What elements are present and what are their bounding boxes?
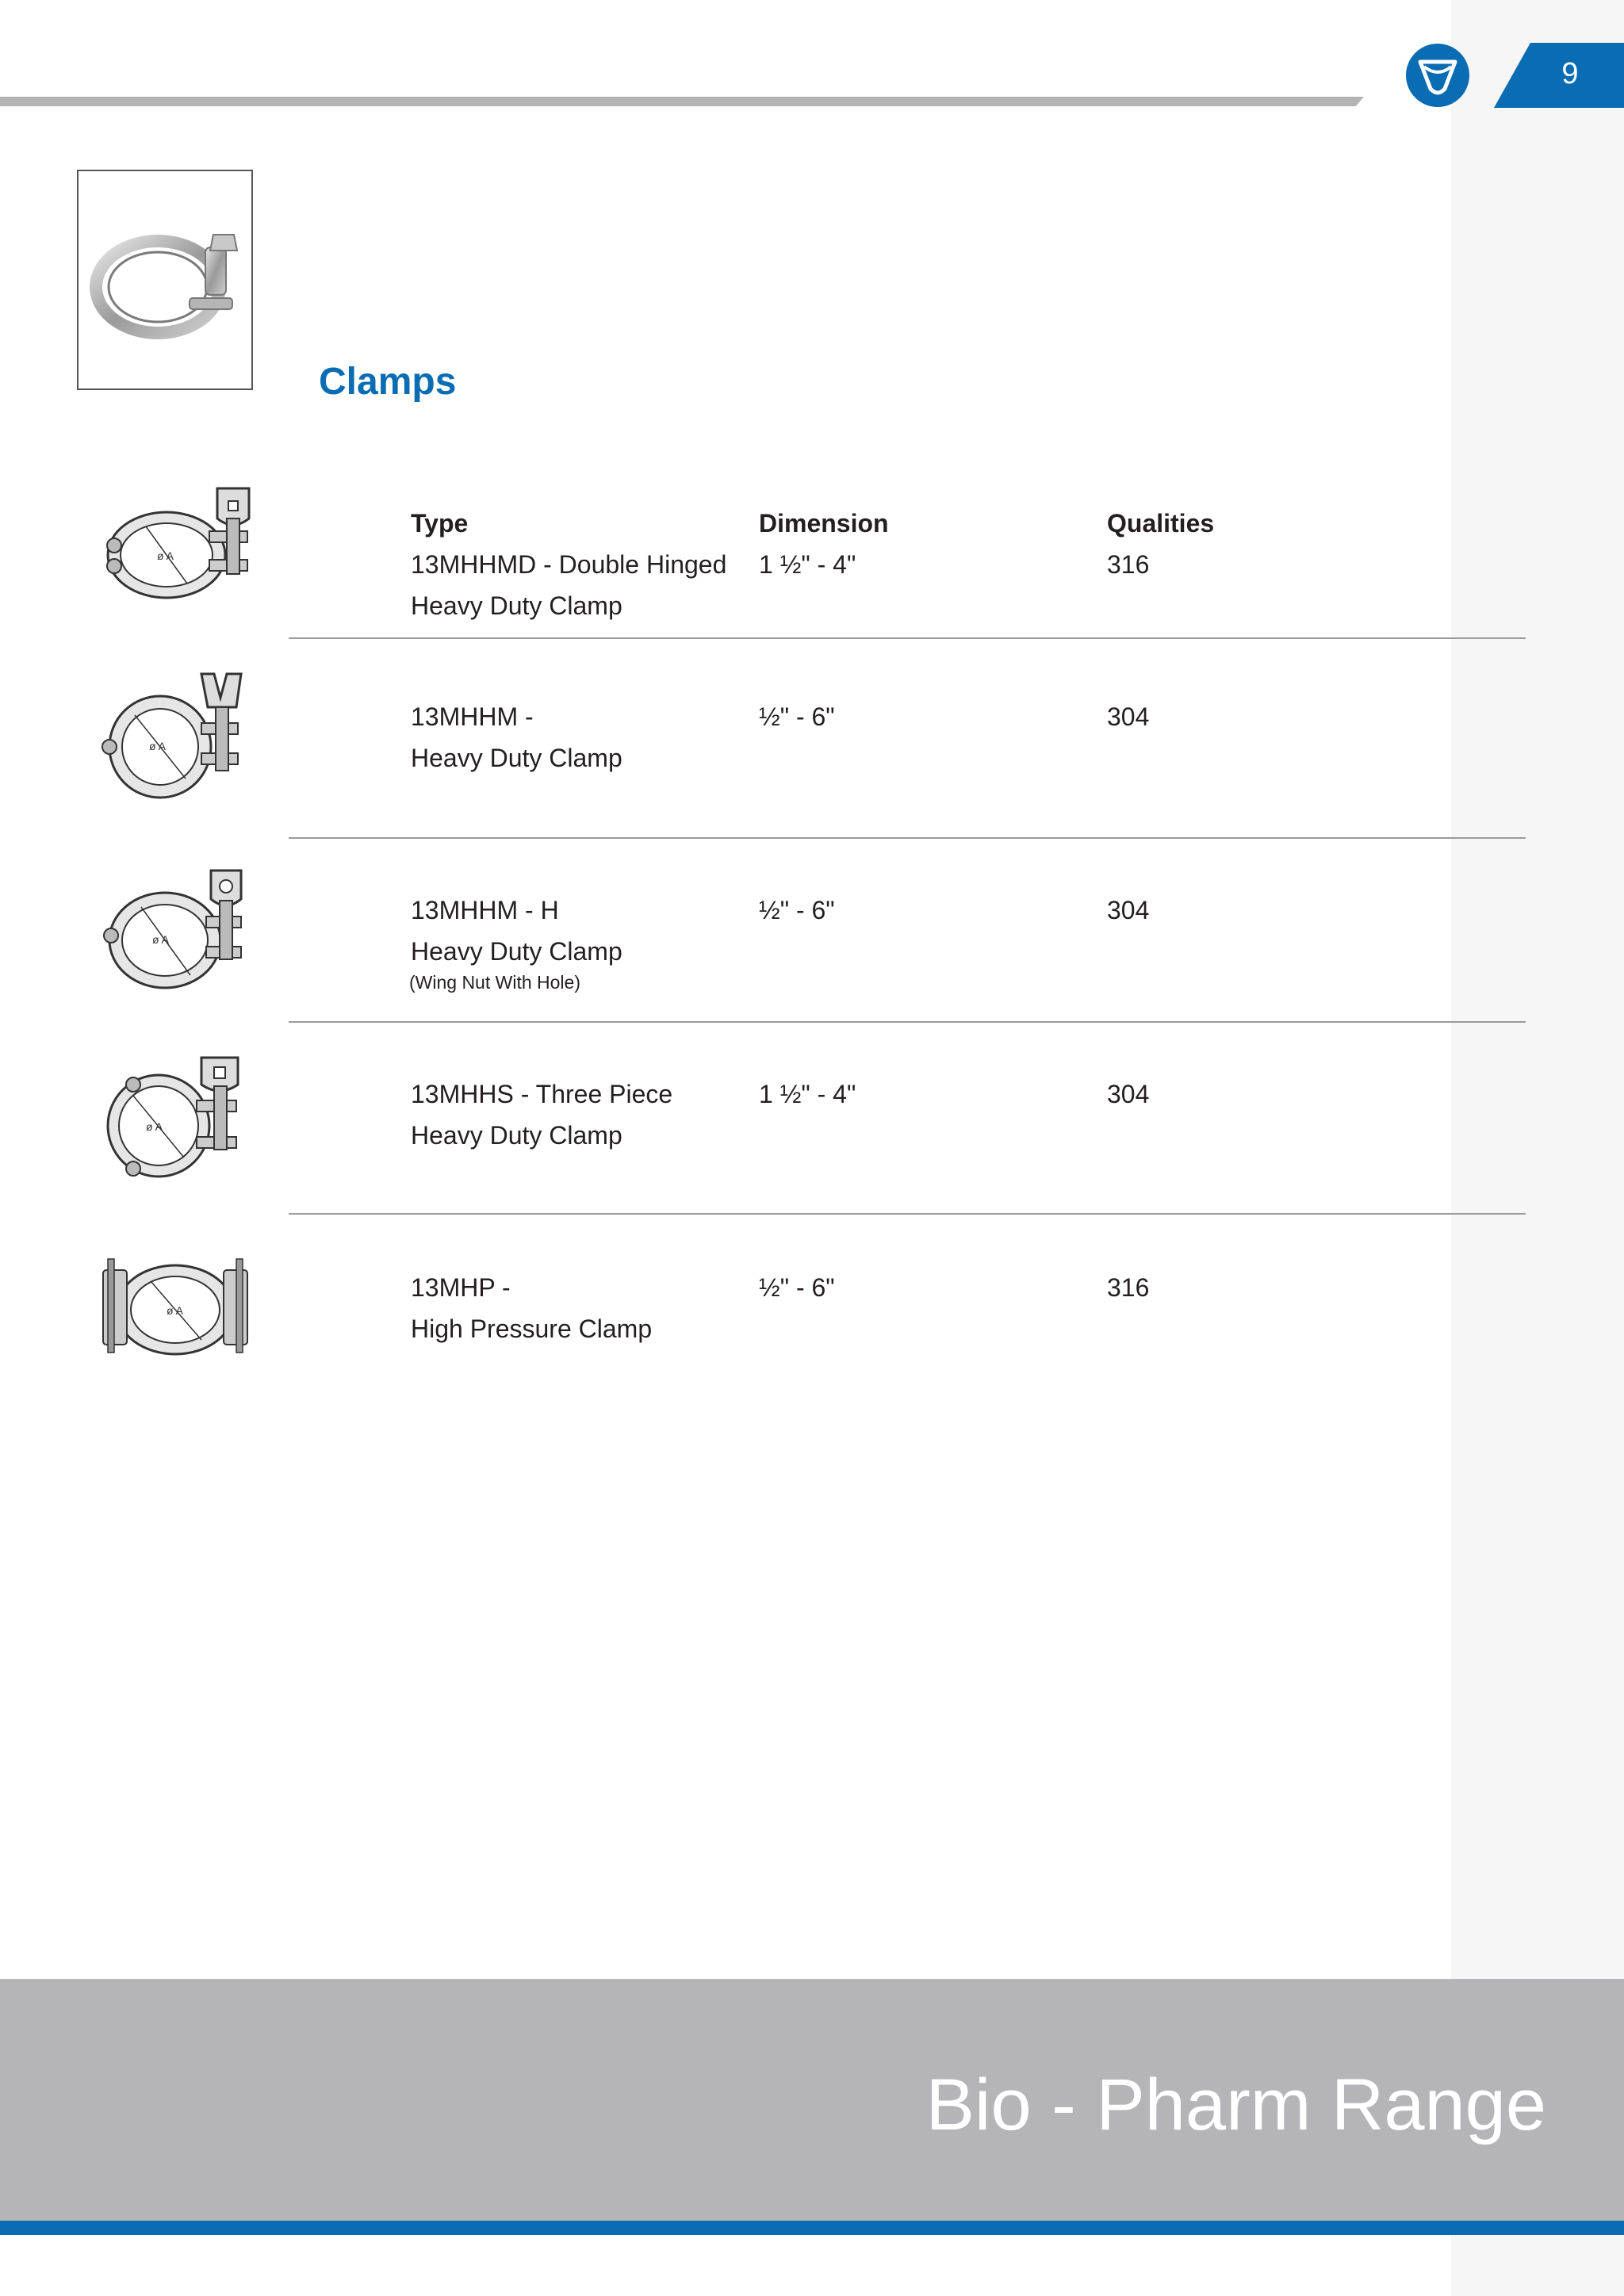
footer-accent-line bbox=[0, 2221, 1624, 2235]
header-rule bbox=[0, 97, 1364, 106]
row-divider bbox=[289, 1021, 1526, 1023]
row5-dimension: ½" - 6" bbox=[759, 1273, 835, 1302]
header-dimension: Dimension bbox=[759, 509, 889, 538]
page-right-shade bbox=[1451, 0, 1624, 2296]
high-pressure-clamp-icon bbox=[100, 1254, 251, 1357]
row4-type-line2: Heavy Duty Clamp bbox=[411, 1121, 622, 1150]
row4-type-line1: 13MHHS - Three Piece bbox=[411, 1080, 673, 1108]
row3-quality: 304 bbox=[1107, 896, 1150, 924]
three-piece-clamp-icon bbox=[98, 1054, 246, 1181]
row3-dimension: ½" - 6" bbox=[759, 896, 835, 924]
row2-dimension: ½" - 6" bbox=[759, 702, 835, 731]
brand-logo-icon bbox=[1405, 43, 1470, 108]
clamp-photo-icon bbox=[79, 171, 251, 388]
row4-dimension: 1 ½" - 4" bbox=[759, 1080, 856, 1108]
wing-nut-hole-clamp-icon bbox=[98, 867, 249, 994]
diameter-label: ø A bbox=[157, 549, 174, 562]
row5-type-line1: 13MHP - bbox=[411, 1273, 511, 1302]
header-qualities: Qualities bbox=[1107, 509, 1215, 538]
row2-type-line1: 13MHHM - bbox=[411, 702, 534, 731]
row2-quality: 304 bbox=[1107, 702, 1150, 731]
diameter-label: ø A bbox=[149, 740, 167, 752]
row5-type-line2: High Pressure Clamp bbox=[411, 1314, 653, 1343]
section-title: Clamps bbox=[319, 361, 457, 403]
row4-quality: 304 bbox=[1107, 1080, 1150, 1108]
row1-type-line1: 13MHHMD - Double Hinged bbox=[411, 550, 727, 579]
row1-type-line2: Heavy Duty Clamp bbox=[411, 591, 622, 620]
row2-type-line2: Heavy Duty Clamp bbox=[411, 744, 622, 772]
row-divider bbox=[289, 837, 1526, 839]
diameter-label: ø A bbox=[146, 1120, 163, 1133]
diameter-label: ø A bbox=[167, 1304, 184, 1317]
row-divider bbox=[289, 637, 1526, 639]
row3-note: (Wing Nut With Hole) bbox=[409, 972, 580, 993]
row1-dimension: 1 ½" - 4" bbox=[759, 550, 856, 579]
row3-type-line2: Heavy Duty Clamp bbox=[411, 937, 622, 966]
header-type: Type bbox=[411, 509, 469, 538]
footer-title: Bio - Pharm Range bbox=[925, 2064, 1546, 2145]
row5-quality: 316 bbox=[1107, 1273, 1150, 1302]
row3-type-line1: 13MHHM - H bbox=[411, 896, 559, 924]
double-hinged-clamp-icon bbox=[98, 484, 254, 606]
row-divider bbox=[289, 1213, 1526, 1215]
heavy-duty-clamp-icon bbox=[90, 671, 249, 801]
clamp-photo-frame bbox=[77, 170, 253, 390]
page-number: 9 bbox=[1561, 57, 1579, 90]
row1-quality: 316 bbox=[1107, 550, 1150, 579]
diameter-label: ø A bbox=[152, 933, 170, 946]
